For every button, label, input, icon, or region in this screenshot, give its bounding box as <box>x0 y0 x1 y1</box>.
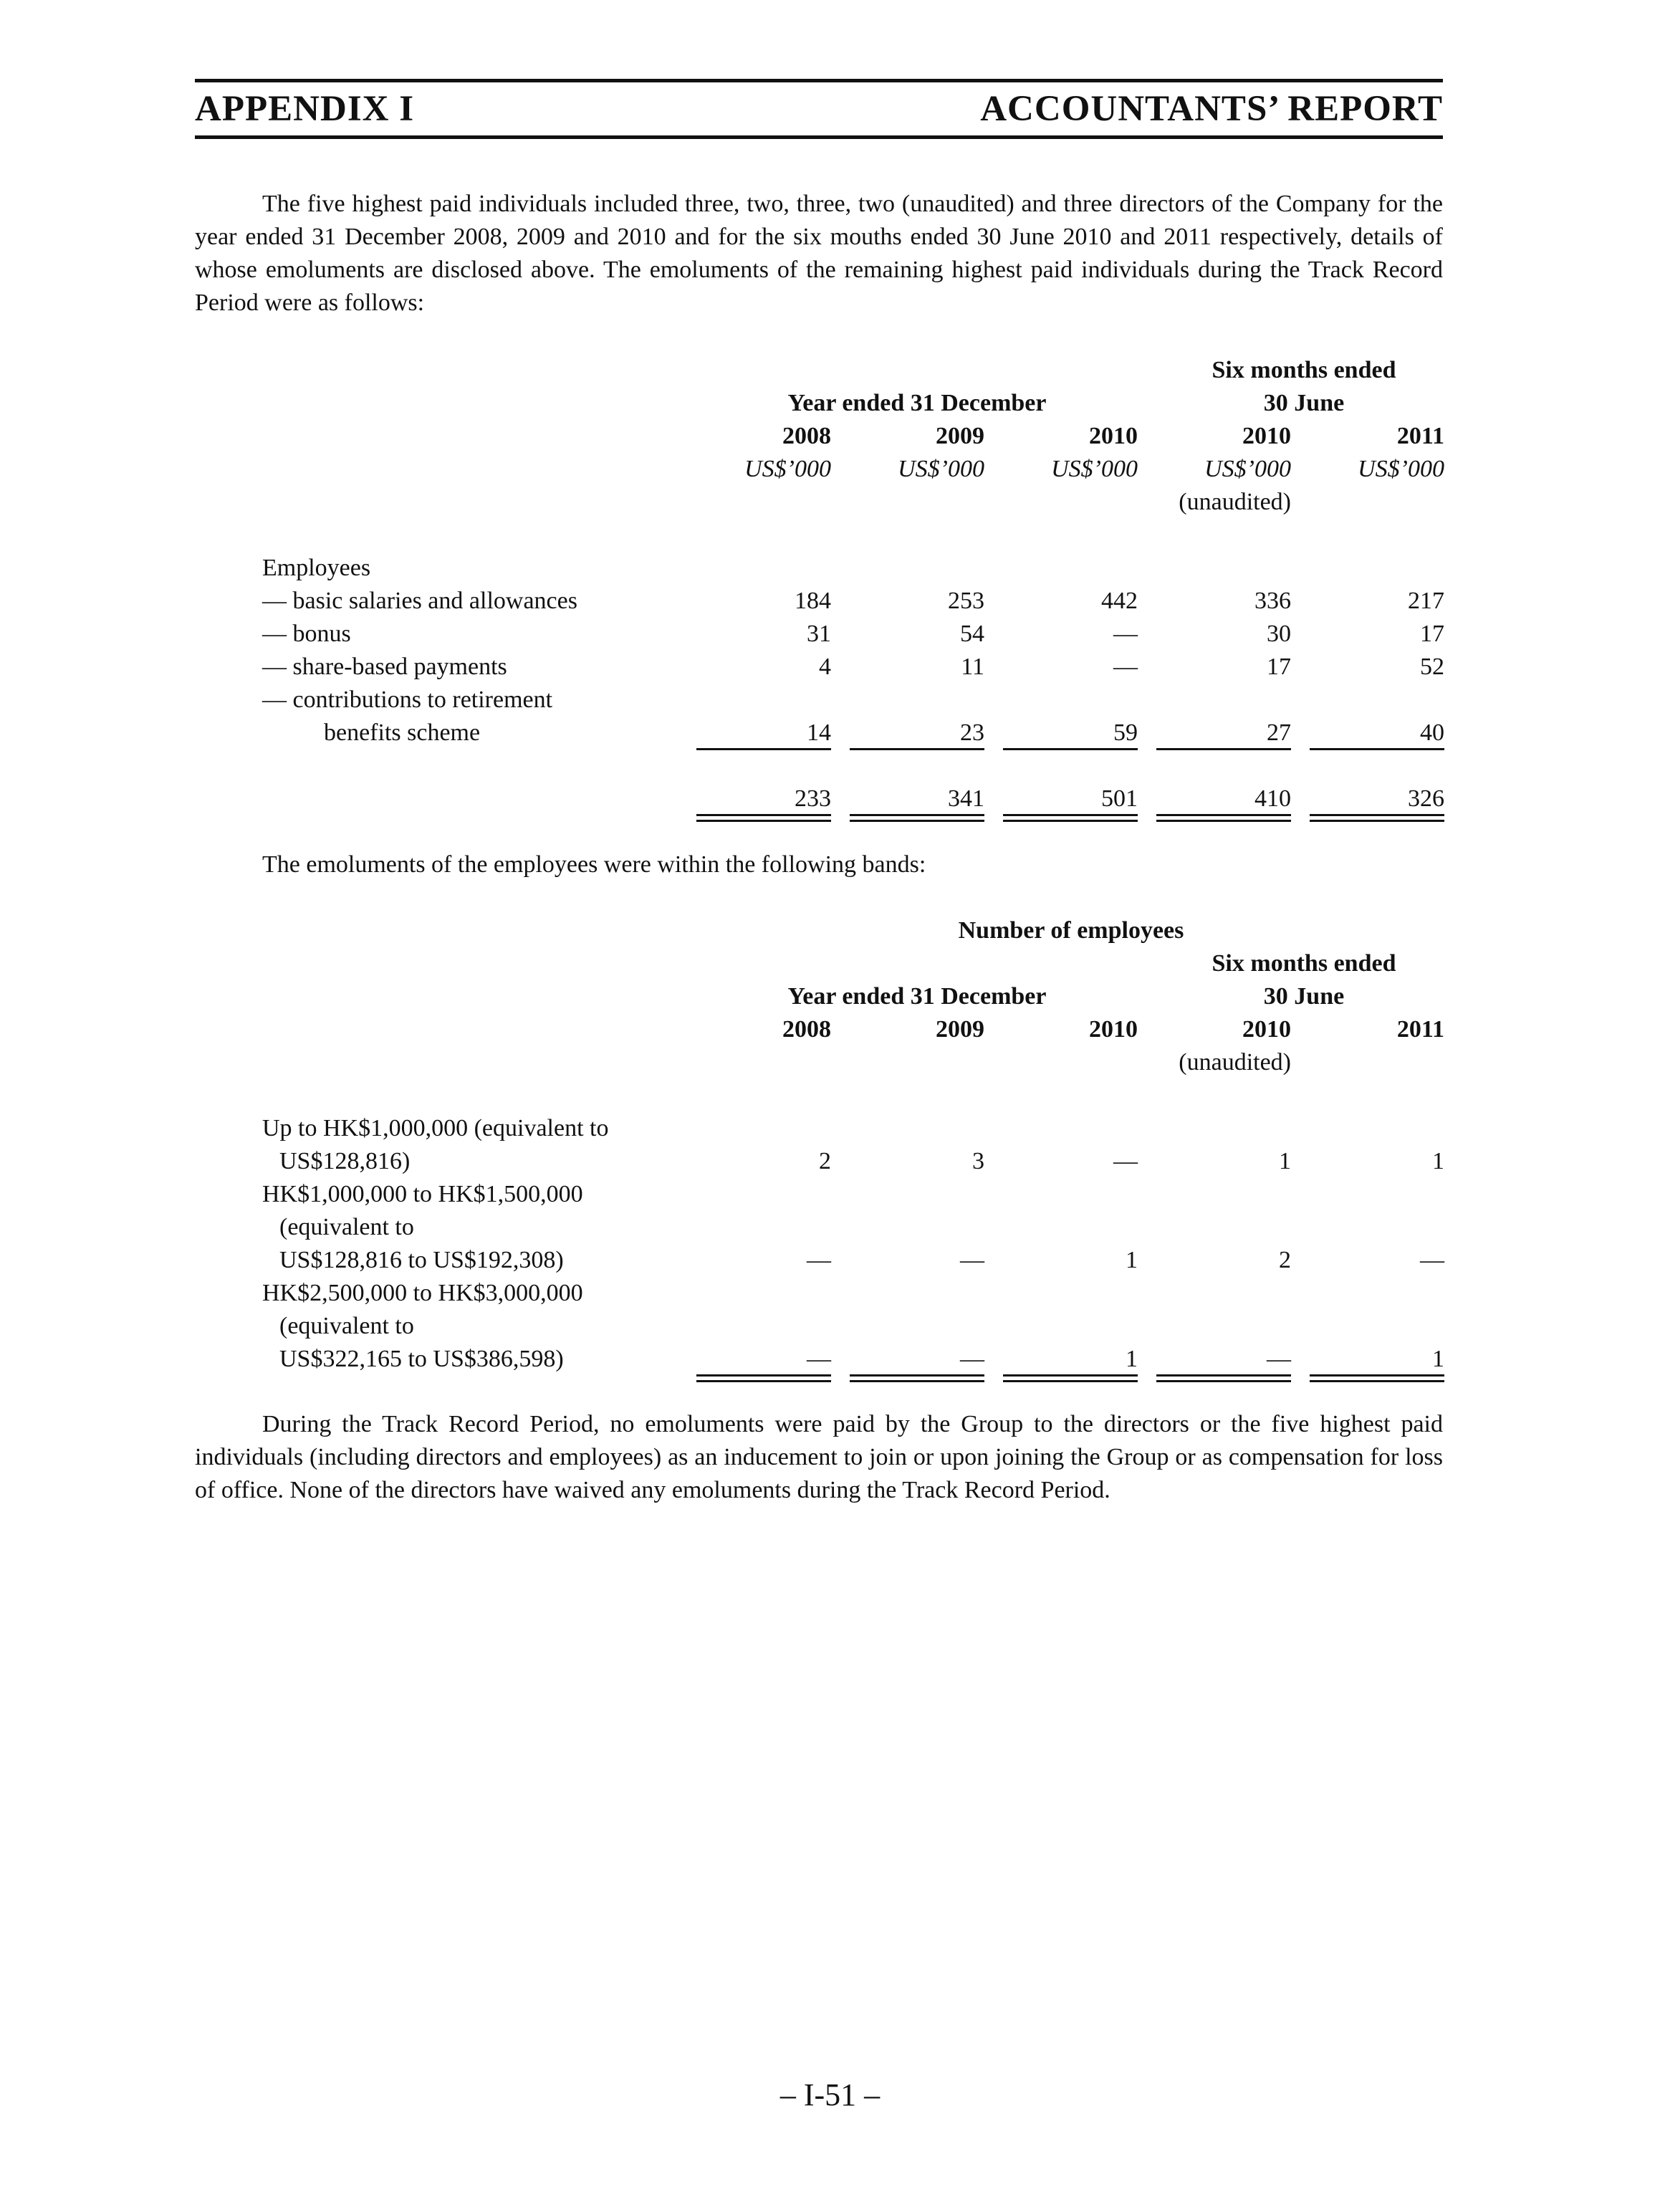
t1-total: 233 <box>795 785 831 812</box>
t1-subtotal-rule <box>1310 748 1444 750</box>
t2-year-group: Year ended 31 December <box>787 983 1047 1010</box>
appendix-title: APPENDIX I <box>195 89 415 129</box>
page-header <box>195 79 1443 139</box>
t2-value: 1 <box>1432 1148 1444 1174</box>
t2-value: 2 <box>819 1148 831 1174</box>
t2-value: 2 <box>1279 1247 1291 1273</box>
t1-row-label: — share-based payments <box>262 653 507 680</box>
t2-title: Number of employees <box>958 917 1184 944</box>
t1-subtotal-rule <box>1003 748 1138 750</box>
t1-row-label: — bonus <box>262 621 351 647</box>
t1-half-2010: 2010 <box>1242 423 1291 449</box>
t2-value: 1 <box>1126 1247 1138 1273</box>
t2-band-label: HK$1,000,000 to HK$1,500,000 <box>262 1181 583 1207</box>
t1-value: 59 <box>1113 719 1138 746</box>
t1-total: 501 <box>1101 785 1138 812</box>
t1-value: 11 <box>961 653 984 680</box>
intro-paragraph: The five highest paid individuals included three, two, three, two (unaudited) and three directors of the Company for the year ended 31 December 2008, 2009 and 2010 and for the six mouths ended 30 June 2010 and 2011 respectively, details of whose emoluments are disclosed above. The emoluments of the remaining highest paid individuals during the Track Record Period were as follows: <box>195 191 1443 316</box>
t1-value: 253 <box>948 588 984 614</box>
t1-value: 27 <box>1267 719 1291 746</box>
t1-value: 14 <box>807 719 831 746</box>
t1-unit: US$’000 <box>1051 456 1138 482</box>
t1-value: 184 <box>795 588 831 614</box>
t1-unit: US$’000 <box>898 456 984 482</box>
t2-band-label-cont: US$322,165 to US$386,598) <box>279 1346 564 1372</box>
t2-half-2011: 2011 <box>1396 1016 1444 1043</box>
t2-value: — <box>807 1346 831 1372</box>
t1-total-double-rule <box>1003 814 1138 822</box>
t2-double-rule <box>1310 1374 1444 1382</box>
t2-value: 1 <box>1432 1346 1444 1372</box>
t1-section-employees: Employees <box>262 555 371 581</box>
t1-unit: US$’000 <box>1204 456 1291 482</box>
t2-year-2009: 2009 <box>936 1016 984 1043</box>
t1-row-label: — basic salaries and allowances <box>262 588 577 614</box>
t2-value: 1 <box>1126 1346 1138 1372</box>
bands-intro: The emoluments of the employees were within the following bands: <box>262 851 926 878</box>
t2-value: 3 <box>972 1148 984 1174</box>
t2-value: — <box>1420 1247 1444 1273</box>
t1-value: — <box>1113 653 1138 680</box>
t2-band-label-cont: (equivalent to <box>279 1214 414 1240</box>
t1-unaudited-note: (unaudited) <box>1179 489 1291 515</box>
t1-row-label-cont: benefits scheme <box>324 719 481 746</box>
t1-unit: US$’000 <box>744 456 831 482</box>
t1-total-double-rule <box>850 814 984 822</box>
t1-value: 31 <box>807 621 831 647</box>
t2-value: 1 <box>1279 1148 1291 1174</box>
t2-year-2008: 2008 <box>782 1016 831 1043</box>
t2-band-label: Up to HK$1,000,000 (equivalent to <box>262 1115 609 1141</box>
t1-total: 341 <box>948 785 984 812</box>
t1-total-double-rule <box>1310 814 1444 822</box>
t2-year-2010: 2010 <box>1089 1016 1138 1043</box>
closing-paragraph: During the Track Record Period, no emoluments were paid by the Group to the directors or the five highest paid individuals (including directors and employees) as an inducement to join or upon joining the Group or as compensation for loss of office. None of the directors have waived any emoluments during the Track Record Period. <box>195 1411 1443 1503</box>
t2-double-rule <box>850 1374 984 1382</box>
t2-value: — <box>1267 1346 1291 1372</box>
t2-unaudited-note: (unaudited) <box>1179 1049 1291 1076</box>
t1-value: — <box>1113 621 1138 647</box>
t1-value: 23 <box>960 719 984 746</box>
t2-band-label-cont: US$128,816 to US$192,308) <box>279 1247 564 1273</box>
t1-unit: US$’000 <box>1358 456 1444 482</box>
t1-year-2009: 2009 <box>936 423 984 449</box>
t2-band-label: HK$2,500,000 to HK$3,000,000 <box>262 1280 583 1306</box>
t1-subtotal-rule <box>696 748 831 750</box>
t1-year-2008: 2008 <box>782 423 831 449</box>
t1-value: 442 <box>1101 588 1138 614</box>
report-title: ACCOUNTANTS’ REPORT <box>980 89 1443 129</box>
t1-year-group: Year ended 31 December <box>787 390 1047 416</box>
t1-six-months-line2: 30 June <box>1263 390 1345 416</box>
t1-subtotal-rule <box>850 748 984 750</box>
t2-double-rule <box>1156 1374 1291 1382</box>
t1-value: 54 <box>960 621 984 647</box>
t1-value: 4 <box>819 653 831 680</box>
t2-value: — <box>960 1346 984 1372</box>
t1-value: 40 <box>1420 719 1444 746</box>
t1-value: 17 <box>1420 621 1444 647</box>
t2-value: — <box>1113 1148 1138 1174</box>
t1-total: 410 <box>1254 785 1291 812</box>
t1-value: 52 <box>1420 653 1444 680</box>
t2-six-months-line2: 30 June <box>1263 983 1345 1010</box>
t1-value: 336 <box>1254 588 1291 614</box>
t1-year-2010: 2010 <box>1089 423 1138 449</box>
t2-band-label-cont: US$128,816) <box>279 1148 411 1174</box>
t2-value: — <box>807 1247 831 1273</box>
t1-total-double-rule <box>1156 814 1291 822</box>
t1-value: 217 <box>1408 588 1444 614</box>
t1-six-months-line1: Six months ended <box>1212 357 1396 383</box>
t1-total-double-rule <box>696 814 831 822</box>
t2-double-rule <box>1003 1374 1138 1382</box>
t2-six-months-line1: Six months ended <box>1212 950 1396 977</box>
t1-value: 30 <box>1267 621 1291 647</box>
t1-total: 326 <box>1408 785 1444 812</box>
t1-value: 17 <box>1267 653 1291 680</box>
t2-half-2010: 2010 <box>1242 1016 1291 1043</box>
t2-value: — <box>960 1247 984 1273</box>
page-number: – I-51 – <box>779 2077 881 2112</box>
t2-band-label-cont: (equivalent to <box>279 1313 414 1339</box>
t1-half-2011: 2011 <box>1396 423 1444 449</box>
t1-row-label: — contributions to retirement <box>262 686 553 713</box>
t2-double-rule <box>696 1374 831 1382</box>
t1-subtotal-rule <box>1156 748 1291 750</box>
